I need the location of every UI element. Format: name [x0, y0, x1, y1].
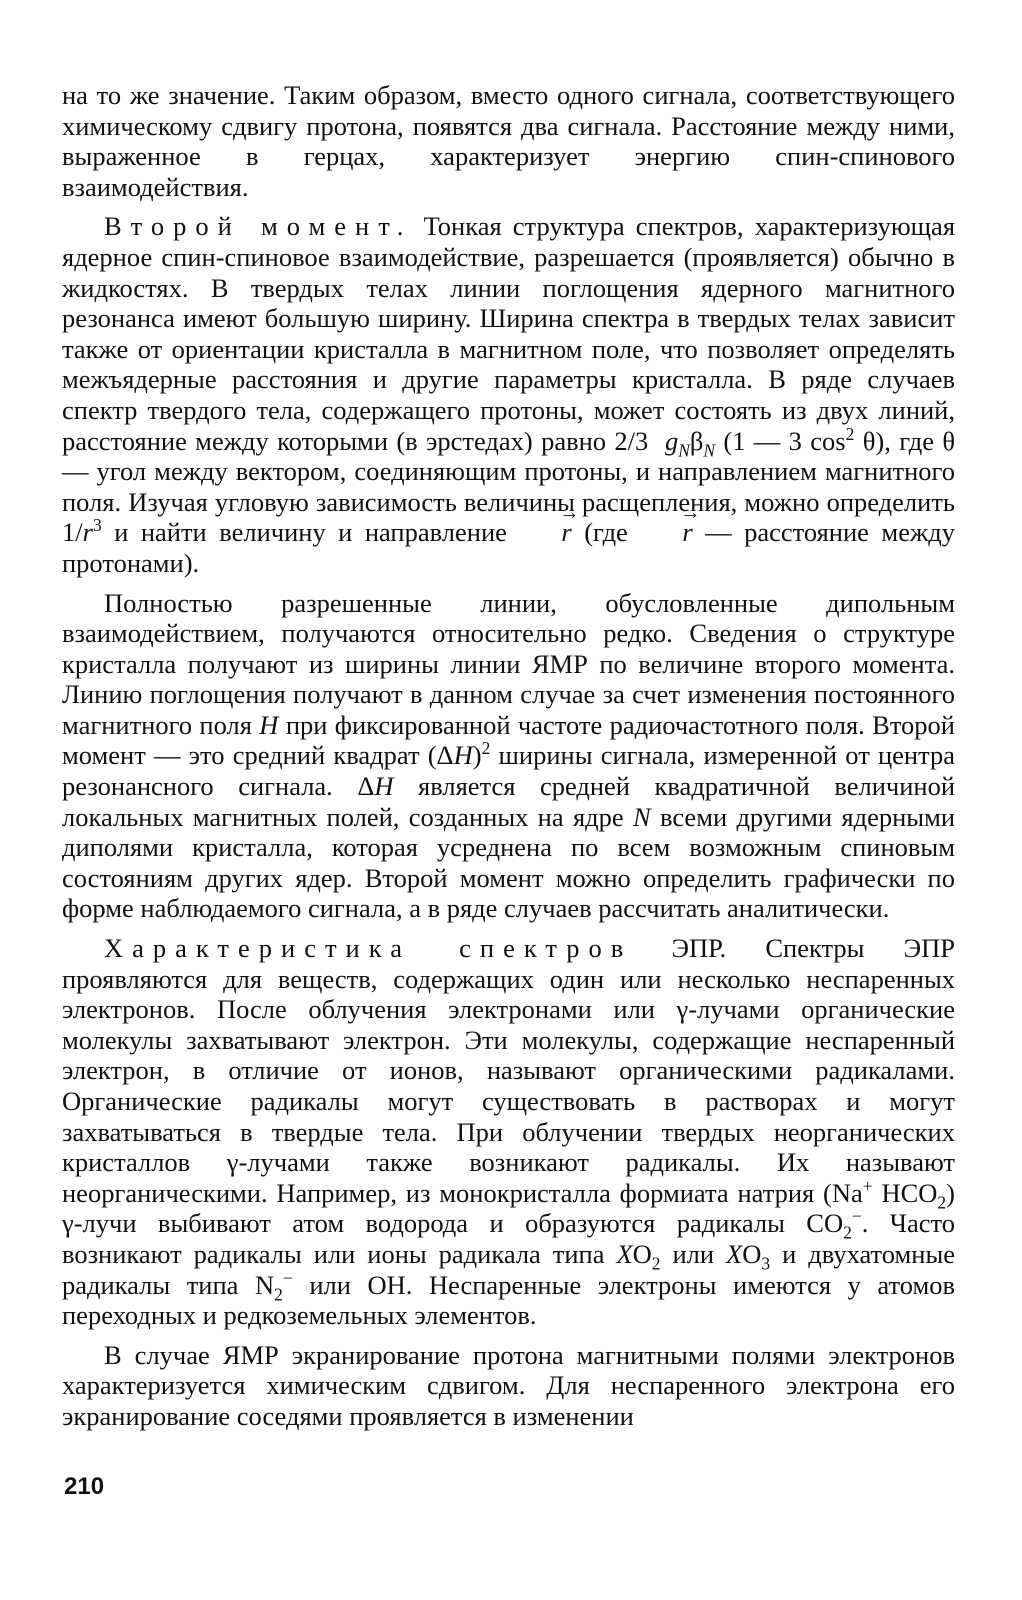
paragraph-epr: Характеристика спектров ЭПР. Спектры ЭПР проявляются для веществ, содержащих один или несколько неспаренных электронов. После облучения электронами или γ-лучами органические молекулы захватывают электрон. Эти молекулы, содержащие неспаренный электрон, в отличие от ионов, называют органическими радикалами. Органические радикалы могут существовать в растворах и могут захватываться в твердые тела. При облучении твердых неорганических кристаллов γ-лучами также возникают радикалы. Их называют неорганическими. Например, из монокристалла формиата натрия (Na+ $HCO_2$) γ-лучи выбивают атом водорода и образуются радикалы $CO_2^-$. Часто возникают радикалы или ионы радикала типа $XO_2$ или $XO_3$ и двухатомные радикалы типа $N_2^-$ или OH. Неспаренные электроны имеются у атомов переходных и редкоземельных элементов. [62, 933, 956, 1331]
paragraph-dipole-lines: Полностью разрешенные линии, обусловленные дипольным взаимодействием, получаются относительно редко. Сведения о структуре кристалла получают из ширины линии ЯМР по величине второго момента. Линию поглощения получают в данном случае за счет изменения постоянного магнитного поля H при фиксированной частоте радиочастотного поля. Второй момент — это средний квадрат $(\Delta H)^2$ ширины сигнала, измеренной от центра резонансного сигнала. ΔH является средней квадратичной величиной локальных магнитных полей, созданных на ядре N всеми другими ядерными диполями кристалла, которая усреднена по всем возможным спиновым состояниям других ядер. Второй момент можно определить графически по форме наблюдаемого сигнала, а в ряде случаев рассчитать аналитически. [62, 587, 956, 924]
paragraph-continuation: на то же значение. Таким образом, вместо одного сигнала, соответствующего химическому сдвигу протона, появятся два сигнала. Расстояние между ними, выраженное в герцах, характеризует энергию спин-спинового взаимодействия. [62, 80, 955, 202]
section-heading-second-moment: Второй момент. [104, 211, 413, 242]
paragraph-shielding: В случае ЯМР экранирование протона магнитными полями электронов характеризуется химическим сдвигом. Для неспаренного электрона его экранирование соседями проявляется в изменении [62, 1339, 955, 1431]
vector-r: → r [640, 517, 692, 548]
section-heading-epr: Характеристика спектров [104, 933, 633, 964]
page-text [62, 80, 955, 1432]
vector-r: → r [519, 517, 571, 548]
paragraph-second-moment: Второй момент. Тонкая структура спектров, характеризующая ядерное спин-спиновое взаимодействие, разрешается (проявляется) обычно в жидкостях. В твердых телах линии поглощения ядерного магнитного резонанса имеют большую ширину. Ширина спектра в твердых телах зависит также от ориентации кристалла в магнитном поле, что позволяет определять межъядерные расстояния и другие параметры кристалла. В ряде случаев спектр твердого тела, содержащего протоны, может состоять из двух линий, расстояние между которыми (в эрстедах) равно 2/3 $g_N\beta_N$ (1 — 3 $\cos^2 \theta$), где θ — угол между вектором, соединяющим протоны, и направлением магнитного поля. Изучая угловую зависимость величины расщепления, можно определить $1/r^3$ и найти величину и направление → r (где → r — расстояние между протонами). [62, 211, 955, 578]
page-number: 210 [64, 1473, 105, 1500]
